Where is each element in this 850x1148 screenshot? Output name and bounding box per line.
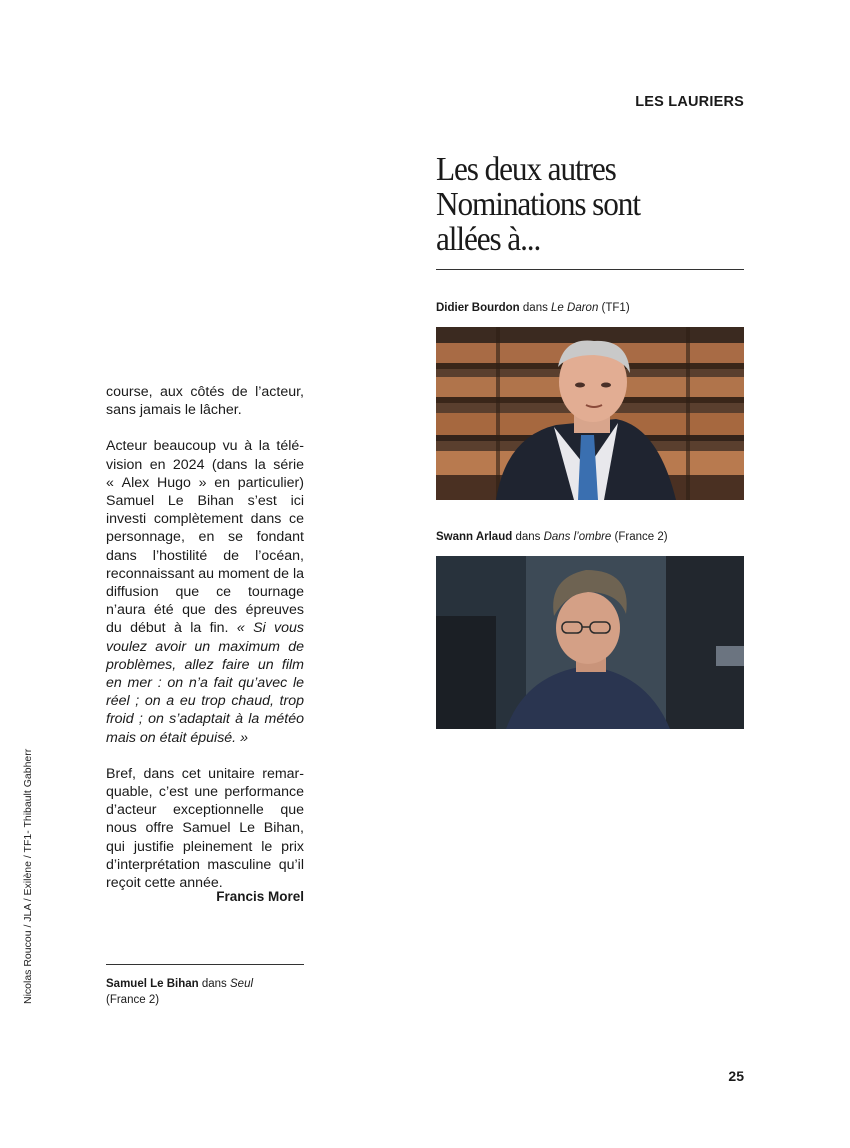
- nominee-1-photo: [436, 327, 744, 500]
- main-caption: [106, 976, 304, 1008]
- section-label: LES LAURIERS: [635, 94, 744, 110]
- article-paragraph-3: Bref, dans cet unitaire remarquable, c’est une performance d’acteur exceptionnelle que nous offre Samuel Le Bihan, qui justifie pleinement le prix d’interprétation masculine qu’il reçoit cette année.: [106, 765, 304, 892]
- nominee-2-channel: (France 2): [611, 531, 668, 543]
- caption-divider: [106, 964, 304, 965]
- main-caption-connector: dans: [198, 978, 230, 990]
- nominee-1-channel: (TF1): [598, 302, 630, 314]
- author-signature: Francis Morel: [216, 889, 304, 904]
- article-paragraph-2: [106, 437, 304, 746]
- nominee-1-work: Le Daron: [551, 302, 599, 314]
- article-quote: « Si vous voulez avoir un maximum de problèmes, allez faire un film en mer : on n’a fait qu’avec le réel ; on a eu trop chaud, trop froid ; on s’adaptait à la météo mais on était épuisé. »: [106, 620, 304, 746]
- nominee-2-connector: dans: [512, 531, 544, 543]
- headline: [436, 152, 721, 257]
- main-caption-name: Samuel Le Bihan: [106, 978, 199, 990]
- article-paragraph-1: course, aux côtés de l’acteur, sans jamais le lâcher.: [106, 384, 304, 419]
- headline-divider: [436, 269, 744, 270]
- photo-credit: Nicolas Roucou / JLA / Exilène / TF1- Thibault Gabherr: [22, 748, 34, 1004]
- page-number: 25: [728, 1068, 744, 1084]
- article-body: [106, 383, 304, 910]
- nominee-2-photo: [436, 556, 744, 729]
- nominee-1-caption: [436, 300, 630, 316]
- headline-line-3: allées à...: [436, 221, 541, 258]
- nominee-2-work: Dans l’ombre: [543, 531, 612, 543]
- nominee-2-caption: [436, 529, 668, 545]
- article-paragraph-2-text: Acteur beaucoup vu à la télévision en 2024 (dans la série « Alex Hugo » en particulier) Samuel Le Bihan s’est ici investi complètement dans ce personnage, en se fondant dans l’hostilité de l’océan, reconnaissant au moment de la diffusion que ce tournage n’aura été que des épreuves du début à la fin.: [106, 438, 304, 637]
- nominee-2-name: Swann Arlaud: [436, 531, 513, 543]
- nominee-1-connector: dans: [519, 302, 552, 314]
- main-caption-work: Seul: [230, 978, 254, 990]
- headline-line-2: Nominations sont: [436, 186, 640, 223]
- headline-line-1: Les deux autres: [436, 151, 616, 188]
- nominee-1-name: Didier Bourdon: [436, 302, 520, 314]
- main-caption-channel: (France 2): [106, 994, 160, 1006]
